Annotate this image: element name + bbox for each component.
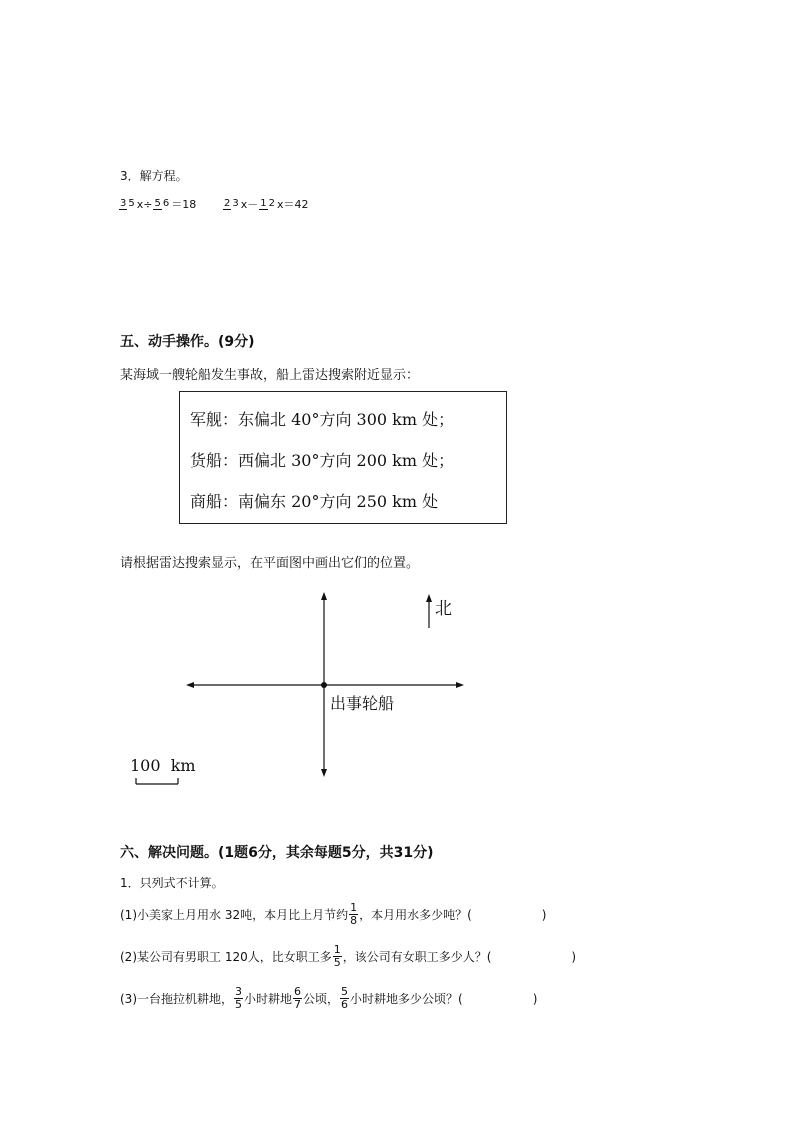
fraction: 2 3 [224, 198, 239, 209]
fraction: 5 6 [154, 198, 170, 209]
fraction: $\frac{3}{5}$ [235, 985, 242, 1011]
accident-ship-point [321, 682, 327, 688]
radar-line-warship: 军舰：东偏北 40°方向 300 km 处； [190, 410, 455, 429]
question-1: (1)小美家上月用水 32吨，本月比上月节约 $\frac{1}{8}$ ，本月用水多少吨？( ) [120, 901, 547, 927]
question-2: (2)某公司有男职工 120人，比女职工多 $\frac{1}{5}$ ，该公司有女职工多少人？( ) [120, 943, 577, 969]
arrow-up-icon [321, 592, 327, 600]
arrow-left-icon [186, 682, 194, 688]
question-3: (3)一台拖拉机耕地， $\frac{3}{5}$ 小时耕地 $\frac{6}{7}$ 公顷， $\frac{5}{6}$ 小时耕地多少公顷？( ) [120, 985, 538, 1011]
section6-sub1: 1．只列式不计算。 [120, 876, 224, 890]
section5-title: 五、动手操作。(9分) [120, 334, 255, 350]
section5-instruction: 请根据雷达搜索显示，在平面图中画出它们的位置。 [120, 556, 420, 571]
section3-heading: 3．解方程。 [120, 169, 188, 183]
fraction: $\frac{6}{7}$ [294, 985, 302, 1011]
north-arrow-icon [426, 594, 432, 602]
radar-line-cargo: 货船：西偏北 30°方向 200 km 处； [190, 451, 455, 470]
equation-1: 3 5 x÷ 5 6 ＝18 [120, 197, 197, 211]
arrow-right-icon [456, 682, 464, 688]
scale-label: 100 km [130, 756, 196, 775]
fraction: $\frac{5}{6}$ [341, 985, 349, 1011]
radar-line-merchant: 商船：南偏东 20°方向 250 km 处 [190, 492, 439, 511]
fraction: $\frac{1}{8}$ [350, 901, 358, 927]
equation-2: 2 3 x－ 1 2 x＝42 [224, 198, 309, 211]
arrow-down-icon [321, 769, 327, 777]
north-label: 北 [435, 599, 452, 619]
section6-title: 六、解决问题。(1题6分，其余每题5分，共31分) [120, 845, 434, 861]
accident-ship-label: 出事轮船 [330, 694, 395, 713]
fraction: 1 2 [260, 198, 276, 209]
fraction: $\frac{1}{5}$ [333, 943, 341, 969]
section5-intro: 某海域一艘轮船发生事故，船上雷达搜索附近显示： [120, 368, 420, 383]
fraction: 3 5 [120, 198, 135, 209]
